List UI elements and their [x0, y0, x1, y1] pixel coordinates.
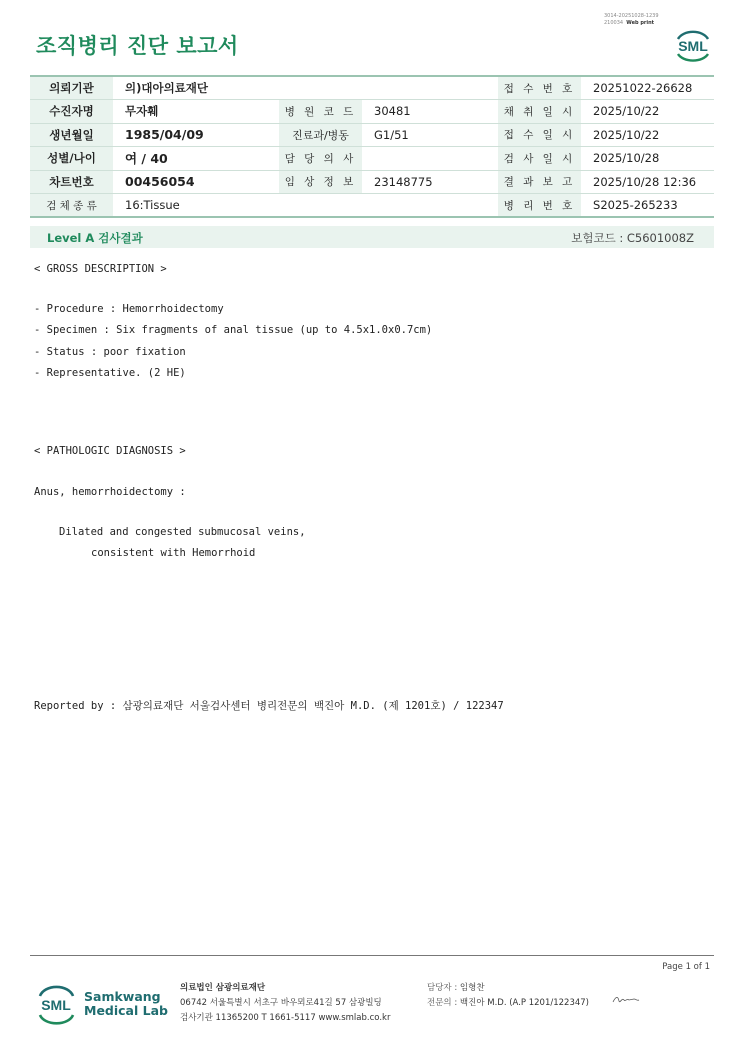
reported-by: Reported by : 삼광의료재단 서울검사센터 병리전문의 백진아 M.D. (제 1201호) / 122347 — [34, 700, 504, 712]
footer-brand — [84, 990, 168, 1018]
footer-organization: 의료법인 삼광의료재단 — [180, 983, 266, 993]
footer-address-block — [180, 981, 390, 1026]
label-pathology-number: 병 리 번 호 — [498, 194, 581, 218]
result-level-bar — [30, 226, 714, 248]
value-test-date: 2025/10/28 — [581, 147, 714, 171]
label-result-report: 결 과 보 고 — [498, 170, 581, 194]
brand-line-1: Samkwang — [84, 989, 161, 1004]
info-row — [30, 123, 714, 147]
label-receipt-number: 접 수 번 호 — [498, 76, 581, 100]
label-specimen-type: 검 체 종 류 — [30, 194, 113, 218]
patient-info-table — [30, 75, 714, 218]
insurance-code: 보험코드 : C5601008Z — [571, 231, 694, 245]
print-reference: 3014-20251028-1239 — [604, 13, 659, 19]
staff-name: 임형찬 — [459, 983, 485, 993]
value-pathology-number: S2025-265233 — [581, 194, 714, 218]
value-receipt-date: 2025/10/22 — [581, 123, 714, 147]
label-clinical-info: 임 상 정 보 — [279, 170, 362, 194]
value-collection-date: 2025/10/22 — [581, 100, 714, 124]
signature-icon — [612, 994, 640, 1006]
svg-text:SML: SML — [678, 38, 708, 54]
label-chart-number: 차트번호 — [30, 170, 113, 194]
value-birth-date: 1985/04/09 — [113, 123, 279, 147]
footer-contact: 검사기관 11365200 T 1661-5117 www.smlab.co.kr — [180, 1013, 391, 1023]
web-print-label: Web print — [626, 20, 655, 26]
expert-label: 전문의 : — [427, 998, 458, 1008]
label-department-ward: 진료과/병동 — [279, 123, 362, 147]
footer-staff-block — [427, 981, 589, 1011]
value-receipt-number: 20251022-26628 — [581, 76, 714, 100]
svg-text:SML: SML — [41, 997, 71, 1013]
value-requesting-institution: 의)대아의료재단 — [113, 76, 498, 100]
value-result-report: 2025/10/28 12:36 — [581, 170, 714, 194]
print-reference-2: 210034 — [604, 20, 624, 26]
value-attending-doctor — [362, 147, 498, 171]
footer-address: 06742 서울특별시 서초구 바우뫼로41길 57 삼광빌딩 — [180, 998, 382, 1008]
value-chart-number: 00456054 — [113, 170, 279, 194]
diagnosis-line: consistent with Hemorrhoid — [91, 547, 256, 559]
info-row — [30, 170, 714, 194]
gross-description-heading: < GROSS DESCRIPTION > — [34, 263, 167, 275]
label-hospital-code: 병 원 코 드 — [279, 100, 362, 124]
label-attending-doctor: 담 당 의 사 — [279, 147, 362, 171]
label-test-date: 검 사 일 시 — [498, 147, 581, 171]
sml-footer-logo-icon — [36, 980, 76, 1028]
web-print-stamp — [604, 13, 659, 27]
result-level-label: Level A 검사결과 — [47, 231, 143, 245]
info-row — [30, 76, 714, 100]
value-hospital-code: 30481 — [362, 100, 498, 124]
pathologic-diagnosis-heading: < PATHOLOGIC DIAGNOSIS > — [34, 445, 186, 457]
label-birth-date: 생년월일 — [30, 123, 113, 147]
label-receipt-date: 접 수 일 시 — [498, 123, 581, 147]
label-collection-date: 채 취 일 시 — [498, 100, 581, 124]
value-sex-age: 여 / 40 — [113, 147, 279, 171]
diagnosis-line: Dilated and congested submucosal veins, — [59, 526, 306, 538]
label-patient-name: 수진자명 — [30, 100, 113, 124]
value-specimen-type: 16:Tissue — [113, 194, 498, 218]
report-title: 조직병리 진단 보고서 — [36, 34, 239, 58]
value-patient-name: 무자훼 — [113, 100, 279, 124]
gross-line: - Status : poor fixation — [34, 346, 186, 358]
page-number: Page 1 of 1 — [662, 962, 710, 972]
value-clinical-info: 23148775 — [362, 170, 498, 194]
info-row — [30, 100, 714, 124]
value-department-ward: G1/51 — [362, 123, 498, 147]
label-requesting-institution: 의뢰기관 — [30, 76, 113, 100]
gross-line: - Procedure : Hemorrhoidectomy — [34, 303, 224, 315]
gross-line: - Specimen : Six fragments of anal tissue (up to 4.5x1.0x0.7cm) — [34, 324, 433, 336]
sml-logo-icon — [672, 27, 714, 63]
brand-line-2: Medical Lab — [84, 1003, 168, 1018]
staff-label: 담당자 : — [427, 983, 458, 993]
label-sex-age: 성별/나이 — [30, 147, 113, 171]
footer-divider — [30, 955, 714, 956]
expert-name: 백진아 M.D. (A.P 1201/122347) — [459, 998, 589, 1008]
gross-line: - Representative. (2 HE) — [34, 367, 186, 379]
info-row — [30, 194, 714, 218]
diagnosis-site: Anus, hemorrhoidectomy : — [34, 486, 186, 498]
info-row — [30, 147, 714, 171]
